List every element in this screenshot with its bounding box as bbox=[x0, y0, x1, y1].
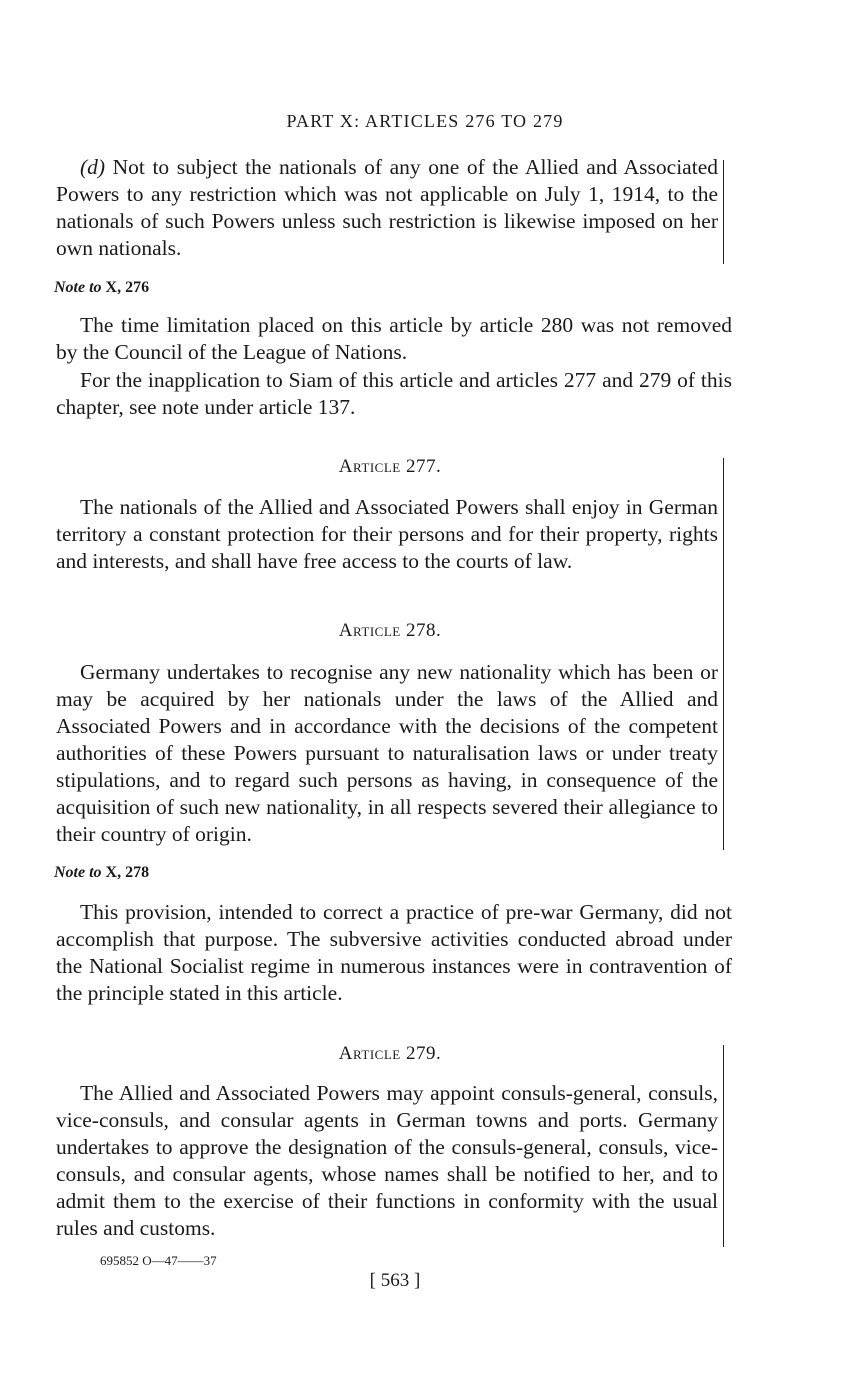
note-276-paragraph-2: For the inapplication to Siam of this article and articles 277 and 279 of this chapter, see note under article 137. bbox=[56, 368, 732, 419]
note-276-paragraph-1: The time limitation placed on this article by article 280 was not removed by the Council of the League of Nations. bbox=[56, 313, 732, 364]
paragraph-d bbox=[56, 154, 718, 262]
note-276-label-italic: Note to bbox=[54, 279, 102, 296]
margin-rule bbox=[723, 1045, 724, 1247]
margin-rule bbox=[723, 458, 724, 850]
note-276-label-ref: X, 276 bbox=[101, 279, 150, 296]
article-279-text: The Allied and Associated Powers may appoint consuls-general, consuls, vice-consuls, and consular agents in German towns and ports. Germany undertakes to approve the designation of the consuls-general, consuls, vice-consuls, and consular agents, whose names shall be notified to her, and to admit them to the exercise of their functions in conformity with the usual rules and customs. bbox=[56, 1081, 718, 1240]
paragraph-d-text: Not to subject the nationals of any one of the Allied and Associated Powers to any restriction which was not applicable on July 1, 1914, to the nationals of such Powers unless such restriction is likewise imposed on her own nationals. bbox=[56, 155, 718, 260]
article-278-heading: Article 278. bbox=[338, 620, 442, 641]
note-278-label-ref: X, 278 bbox=[101, 864, 150, 881]
note-278-paragraph-1: This provision, intended to correct a practice of pre-war Germany, did not accomplish that purpose. The subversive activities conducted abroad under the National Socialist regime in numerous instances were in contravention of the principle stated in this article. bbox=[56, 900, 732, 1005]
print-code: 695852 O—47——37 bbox=[100, 1253, 217, 1268]
running-head: PART X: ARTICLES 276 TO 279 bbox=[286, 111, 564, 131]
margin-rule bbox=[723, 160, 724, 264]
article-277-heading: Article 277. bbox=[338, 456, 442, 477]
paragraph-d-marker: (d) bbox=[80, 155, 106, 179]
page-number: [ 563 ] bbox=[369, 1270, 421, 1291]
article-277-text: The nationals of the Allied and Associated Powers shall enjoy in German territory a constant protection for their persons and for their property, rights and interests, and shall have free access to the courts of law. bbox=[56, 495, 718, 573]
article-279-heading: Article 279. bbox=[338, 1043, 442, 1064]
note-276-label bbox=[54, 279, 149, 297]
article-278-text: Germany undertakes to recognise any new nationality which has been or may be acquired by her nationals under the laws of the Allied and Associated Powers and in accordance with the decisions of the competent authorities of these Powers pursuant to naturalisation laws or under treaty stipulations, and to regard such persons as having, in consequence of the acquisition of such new nationality, in all respects severed their allegiance to their country of origin. bbox=[56, 660, 718, 846]
note-278-label bbox=[54, 864, 149, 882]
note-278-label-italic: Note to bbox=[54, 864, 102, 881]
